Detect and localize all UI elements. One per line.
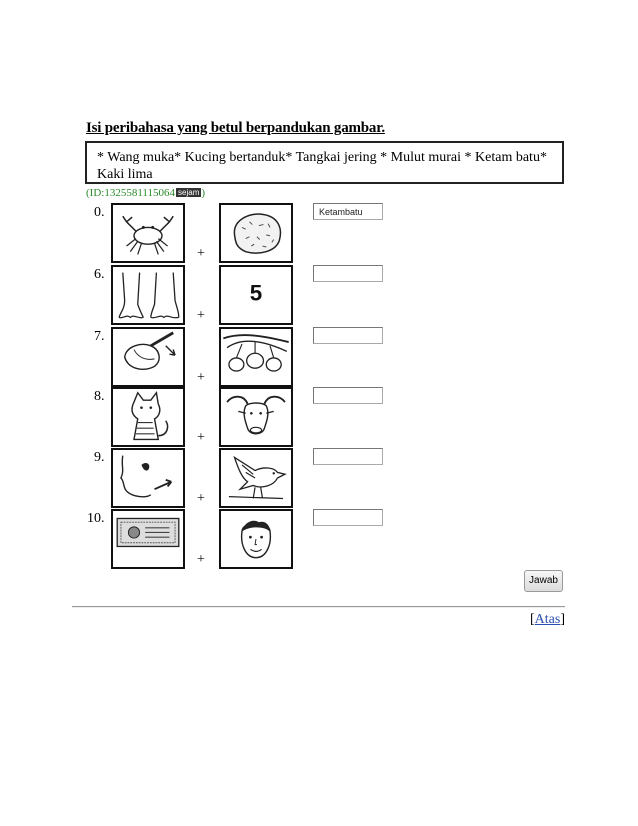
crab-icon bbox=[111, 203, 185, 263]
plus-sign: + bbox=[197, 552, 205, 567]
jering-pods-icon bbox=[219, 327, 293, 387]
question-id bbox=[86, 187, 205, 199]
question-number: 7. bbox=[94, 329, 105, 344]
question-row bbox=[0, 509, 638, 571]
banknote-icon bbox=[111, 509, 185, 569]
plus-sign: + bbox=[197, 491, 205, 506]
answer-input[interactable] bbox=[313, 265, 383, 282]
feet-icon bbox=[111, 265, 185, 325]
question-number: 10. bbox=[87, 511, 105, 526]
top-link-close: ] bbox=[560, 612, 566, 627]
plus-sign: + bbox=[197, 308, 205, 323]
cat-icon bbox=[111, 387, 185, 447]
number-five-icon bbox=[219, 265, 293, 325]
answer-input[interactable] bbox=[313, 448, 383, 465]
divider bbox=[72, 606, 565, 608]
buffalo-icon bbox=[219, 387, 293, 447]
stone-icon bbox=[219, 203, 293, 263]
word-box: * Wang muka* Kucing bertanduk* Tangkai jering * Mulut murai * Ketam batu* Kaki lima bbox=[85, 141, 564, 184]
top-link[interactable]: Atas bbox=[534, 612, 561, 627]
time-badge: sejam bbox=[178, 188, 200, 197]
answer-input[interactable]: Ketambatu bbox=[313, 203, 383, 220]
answer-input[interactable] bbox=[313, 327, 383, 344]
question-number: 8. bbox=[94, 389, 105, 404]
stem-icon bbox=[111, 327, 185, 387]
bird-icon bbox=[219, 448, 293, 508]
top-link-wrapper bbox=[530, 612, 565, 628]
plus-sign: + bbox=[197, 370, 205, 385]
page-title: Isi peribahasa yang betul berpandukan gambar. bbox=[86, 120, 385, 136]
answer-input[interactable] bbox=[313, 387, 383, 404]
answer-input[interactable] bbox=[313, 509, 383, 526]
submit-button[interactable]: Jawab bbox=[524, 570, 563, 592]
question-id-close: ) bbox=[201, 187, 206, 199]
question-number: 0. bbox=[94, 205, 105, 220]
question-row bbox=[0, 203, 638, 265]
question-number: 9. bbox=[94, 450, 105, 465]
plus-sign: + bbox=[197, 246, 205, 261]
plus-sign: + bbox=[197, 430, 205, 445]
question-number: 6. bbox=[94, 267, 105, 282]
top-link-open: [ bbox=[530, 612, 535, 627]
question-row bbox=[0, 327, 638, 389]
number-five-text: 5 bbox=[249, 280, 263, 306]
question-row bbox=[0, 265, 638, 327]
question-row bbox=[0, 448, 638, 510]
face-icon bbox=[219, 509, 293, 569]
question-row bbox=[0, 387, 638, 449]
question-id-text: (ID:1325581115064 bbox=[86, 187, 176, 199]
mouth-icon bbox=[111, 448, 185, 508]
